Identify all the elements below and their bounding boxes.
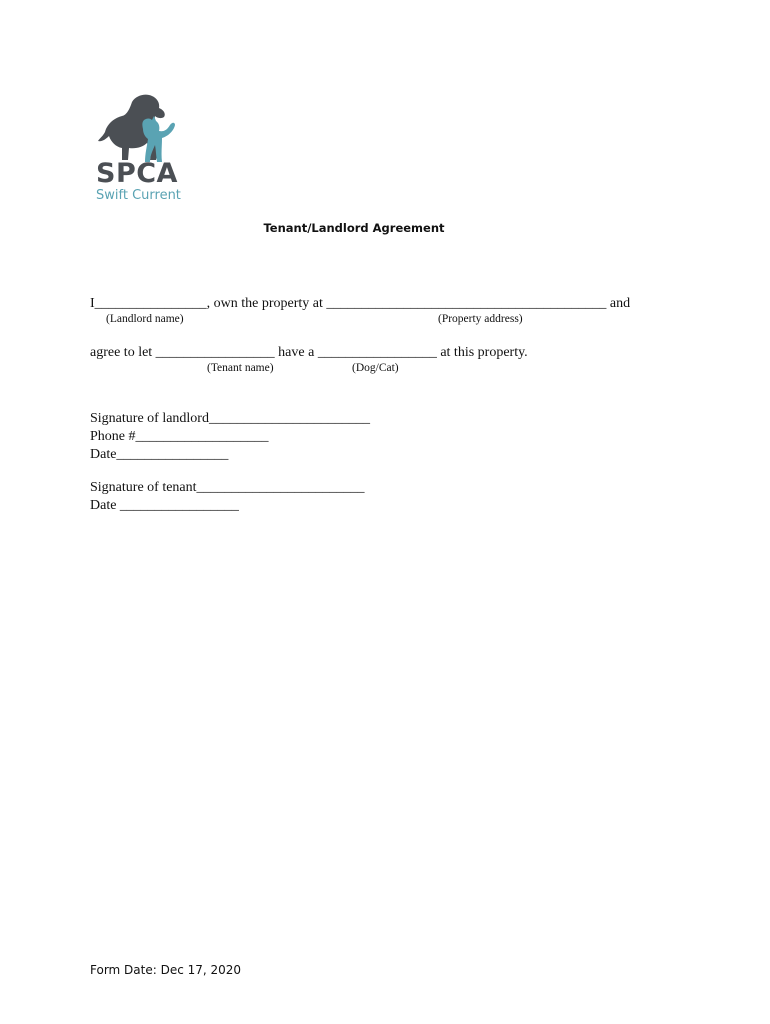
tenant-signature-line: Signature of tenant________________________ bbox=[90, 480, 365, 495]
agreement-line-1: I________________, own the property at ________________________________________ and bbox=[90, 296, 631, 311]
logo-wordmark: SPCA bbox=[96, 158, 178, 189]
landlord-date-line: Date________________ bbox=[90, 447, 229, 462]
dog-cat-silhouette-icon bbox=[92, 92, 192, 164]
pet-type-hint: (Dog/Cat) bbox=[352, 362, 399, 374]
tenant-date-line: Date _________________ bbox=[90, 498, 239, 513]
phone-line: Phone #___________________ bbox=[90, 429, 269, 444]
property-address-hint: (Property address) bbox=[438, 313, 523, 325]
logo-location: Swift Current bbox=[96, 188, 181, 203]
tenant-name-hint: (Tenant name) bbox=[207, 362, 274, 374]
form-date-footer: Form Date: Dec 17, 2020 bbox=[90, 963, 242, 977]
landlord-signature-line: Signature of landlord_______________________ bbox=[90, 411, 370, 426]
document-title: Tenant/Landlord Agreement bbox=[263, 221, 445, 235]
spca-logo bbox=[92, 92, 192, 210]
agreement-line-2: agree to let _________________ have a _________________ at this property. bbox=[90, 345, 528, 360]
landlord-name-hint: (Landlord name) bbox=[106, 313, 184, 325]
